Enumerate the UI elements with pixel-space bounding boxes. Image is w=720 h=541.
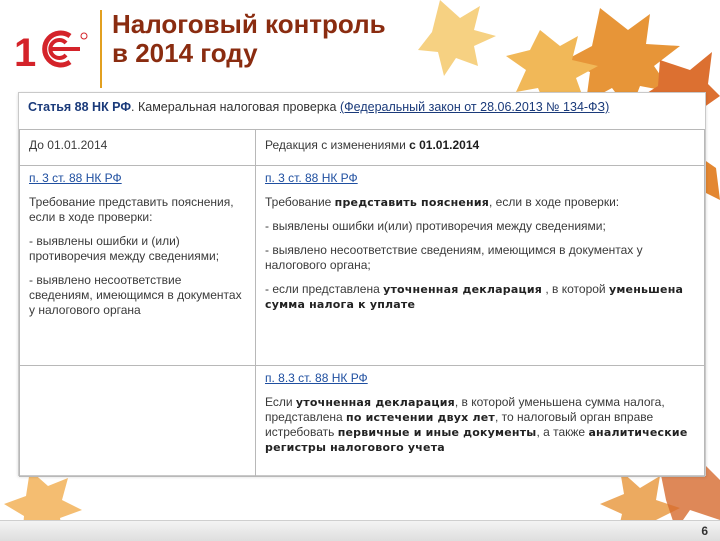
title-line-2: в 2014 году: [112, 38, 258, 68]
left-para-3: - выявлено несоответствие сведениям, имеющимся в документах у налогового органа: [29, 273, 242, 317]
svg-text:1: 1: [14, 31, 37, 72]
article-title: Статья 88 НК РФ: [28, 100, 132, 114]
company-logo: [14, 26, 90, 72]
left-para-1: Требование представить пояснения, если в ходе проверки:: [29, 195, 234, 224]
page-title: [112, 10, 386, 68]
cell-after-8-3: [256, 366, 705, 477]
table-row: [20, 166, 705, 366]
right-para-3: - выявлено несоответствие сведениям, имеющимся в документах у налогового органа;: [265, 243, 643, 272]
right-para-1: Требование представить пояснения, если в ходе проверки:: [265, 195, 620, 209]
header-divider: [100, 10, 102, 88]
comparison-table: [19, 129, 705, 477]
header-before: До 01.01.2014: [20, 130, 256, 166]
title-line-1: Налоговый контроль: [112, 9, 386, 39]
footer-bar: [0, 520, 720, 541]
right-para-2: - выявлены ошибки и(или) противоречия между сведениями;: [265, 219, 606, 233]
cell-before-empty: [20, 366, 256, 477]
cell-after: [256, 166, 705, 366]
cell-before: [20, 166, 256, 366]
para-8-3: Если уточненная декларация, в которой уменьшена сумма налога, представлена по истечении двух лет, то налоговый орган вправе истребовать первичные и иные документы, а также аналитические регистры налогового учета: [265, 395, 688, 454]
law-link[interactable]: (Федеральный закон от 28.06.2013 № 134-ФЗ): [339, 100, 610, 114]
table-header-row: [20, 130, 705, 166]
ref-link-left[interactable]: п. 3 ст. 88 НК РФ: [29, 171, 122, 185]
table-row: [20, 366, 705, 477]
ref-link-right[interactable]: п. 3 ст. 88 НК РФ: [265, 171, 358, 185]
left-para-2: - выявлены ошибки и (или) противоречия между сведениями;: [29, 234, 220, 263]
ref-link-8-3[interactable]: п. 8.3 ст. 88 НК РФ: [265, 371, 368, 385]
content-panel: [18, 92, 706, 476]
page-number: 6: [701, 524, 708, 538]
article-subtitle: . Камеральная налоговая проверка: [131, 100, 340, 114]
header-after: Редакция с изменениями с 01.01.2014: [256, 130, 705, 166]
right-para-4: - если представлена уточненная декларация , в которой уменьшена сумма налога к уплате: [265, 282, 684, 311]
article-heading: [28, 100, 698, 114]
